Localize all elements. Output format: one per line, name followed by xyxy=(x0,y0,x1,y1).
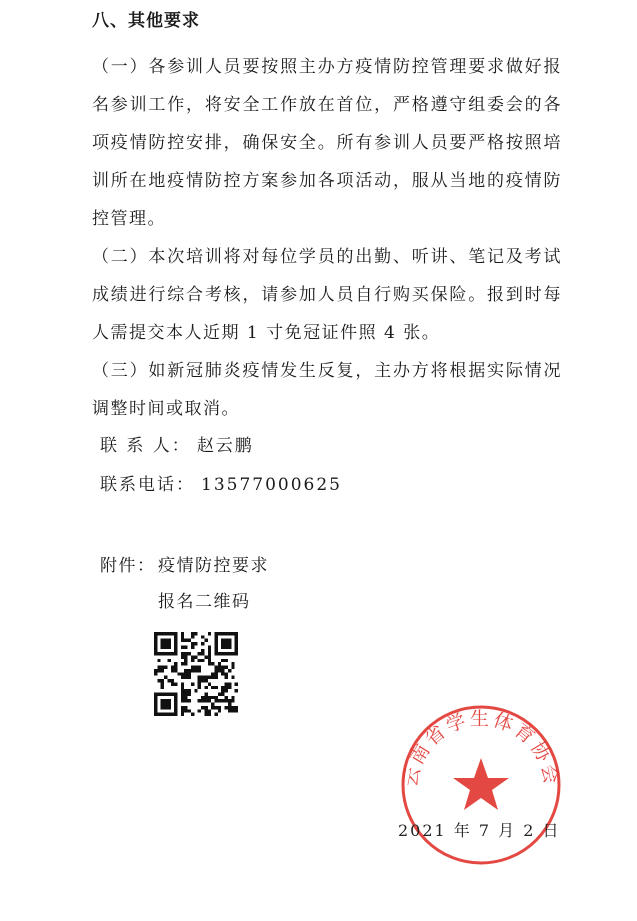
section-heading: 八、其他要求 xyxy=(92,11,200,31)
attachments-block xyxy=(100,548,269,620)
registration-qr-code xyxy=(154,632,238,716)
attachments-label: 附件： xyxy=(100,556,156,576)
contact-person-label: 联 系 人： xyxy=(100,436,191,456)
contact-phone-label: 联系电话： xyxy=(100,475,195,495)
attachment-item: 报名二维码 xyxy=(158,592,251,612)
contact-person-value: 赵云鹏 xyxy=(196,436,254,456)
paragraph-requirement-2: （二）本次培训将对每位学员的出勤、听讲、笔记及考试成绩进行综合考核，请参加人员自行购买保险。报到时每人需提交本人近期 1 寸免冠证件照 4 张。 xyxy=(92,247,562,343)
attachment-item: 疫情防控要求 xyxy=(158,556,269,576)
contact-person-line xyxy=(100,434,254,458)
seal-text: 云南省学生体育协会 xyxy=(399,707,563,789)
paragraph-requirement-3: （三）如新冠肺炎疫情发生反复，主办方将根据实际情况调整时间或取消。 xyxy=(92,361,562,419)
official-seal xyxy=(396,700,566,870)
contact-phone-line xyxy=(100,473,342,497)
contact-phone-value: 13577000625 xyxy=(201,475,342,495)
document-date: 2021 年 7 月 2 日 xyxy=(398,821,561,840)
seal-star-icon xyxy=(453,758,509,810)
paragraph-requirement-1: （一）各参训人员要按照主办方疫情防控管理要求做好报名参训工作，将安全工作放在首位，严格遵守组委会的各项疫情防控安排，确保安全。所有参训人员要严格按照培训所在地疫情防控方案参加各项活动，服从当地的疫情防控管理。 xyxy=(92,57,562,229)
